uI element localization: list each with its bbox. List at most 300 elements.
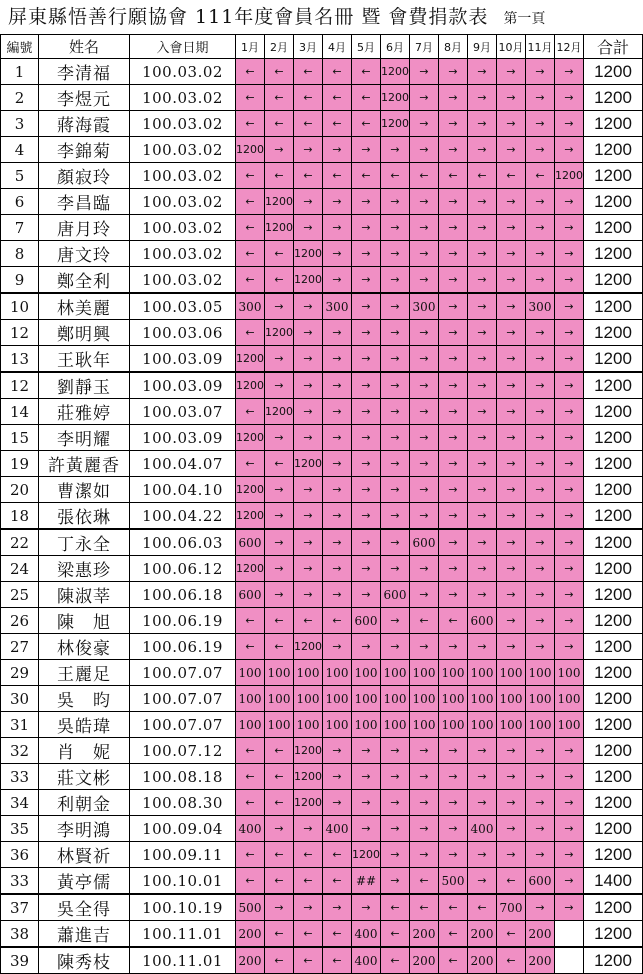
month-cell: →: [497, 293, 526, 320]
month-cell: →: [381, 556, 410, 582]
month-cell: →: [323, 399, 352, 425]
month-cell: ←: [294, 842, 323, 868]
month-cell: ←: [294, 163, 323, 189]
month-cell: →: [323, 477, 352, 503]
month-cell: →: [352, 346, 381, 373]
month-cell: →: [468, 425, 497, 451]
member-number: 3: [1, 111, 39, 137]
month-cell: →: [497, 842, 526, 868]
table-row: [1, 894, 643, 921]
month-cell: 100: [410, 660, 439, 686]
month-cell: →: [294, 894, 323, 921]
member-name: 莊雅婷: [39, 399, 130, 425]
month-cell: →: [352, 738, 381, 764]
month-cell: →: [323, 372, 352, 399]
month-cell: →: [555, 320, 584, 346]
month-cell: →: [381, 241, 410, 267]
month-cell: →: [526, 85, 555, 111]
month-cell: 1200: [236, 477, 265, 503]
table-row: [1, 163, 643, 189]
month-cell: →: [497, 346, 526, 373]
month-cell: →: [410, 241, 439, 267]
month-cell: →: [468, 477, 497, 503]
month-cell: →: [468, 346, 497, 373]
row-total: 1200: [584, 816, 643, 842]
month-cell: →: [352, 293, 381, 320]
month-cell: →: [497, 425, 526, 451]
member-number: 5: [1, 163, 39, 189]
month-cell: →: [410, 320, 439, 346]
member-name: 李煜元: [39, 85, 130, 111]
month-cell: →: [323, 790, 352, 816]
member-number: 27: [1, 634, 39, 660]
table-row: [1, 503, 643, 530]
month-cell: ←: [294, 85, 323, 111]
table-row: [1, 111, 643, 137]
month-cell: →: [555, 399, 584, 425]
month-cell: →: [468, 215, 497, 241]
join-date: 100.03.07: [130, 399, 236, 425]
member-name: 張依琳: [39, 503, 130, 530]
month-cell: →: [526, 764, 555, 790]
month-cell: →: [555, 764, 584, 790]
table-row: [1, 529, 643, 556]
month-cell: →: [352, 399, 381, 425]
month-cell: →: [352, 451, 381, 477]
header-row: [1, 35, 643, 59]
month-cell: ←: [410, 608, 439, 634]
month-cell: ←: [294, 868, 323, 895]
month-cell: →: [555, 738, 584, 764]
table-row: [1, 816, 643, 842]
month-cell: →: [468, 111, 497, 137]
table-row: [1, 372, 643, 399]
header-month: 1月: [236, 35, 265, 59]
month-cell: →: [294, 293, 323, 320]
table-row: [1, 241, 643, 267]
join-date: 100.07.12: [130, 738, 236, 764]
month-cell: →: [323, 634, 352, 660]
month-cell: 100: [439, 712, 468, 738]
month-cell: ←: [323, 947, 352, 974]
month-cell: 1200: [381, 85, 410, 111]
month-cell: →: [555, 556, 584, 582]
month-cell: ←: [265, 608, 294, 634]
month-cell: 100: [497, 712, 526, 738]
month-cell: ←: [352, 59, 381, 85]
month-cell: 600: [236, 529, 265, 556]
member-number: 12: [1, 320, 39, 346]
month-cell: →: [439, 399, 468, 425]
member-fee-table: [0, 34, 643, 974]
join-date: 100.04.22: [130, 503, 236, 530]
month-cell: →: [468, 399, 497, 425]
month-cell: →: [381, 451, 410, 477]
page-number-label: 第一頁: [503, 11, 546, 27]
member-name: 唐月玲: [39, 215, 130, 241]
month-cell: ←: [381, 163, 410, 189]
month-cell: →: [497, 399, 526, 425]
month-cell: →: [381, 738, 410, 764]
month-cell: →: [439, 790, 468, 816]
join-date: 100.03.06: [130, 320, 236, 346]
header-month: 5月: [352, 35, 381, 59]
month-cell: 100: [294, 686, 323, 712]
month-cell: →: [468, 241, 497, 267]
table-row: [1, 608, 643, 634]
month-cell: 100: [265, 686, 294, 712]
month-cell: 600: [381, 582, 410, 608]
row-total: 1200: [584, 842, 643, 868]
month-cell: 1200: [294, 790, 323, 816]
month-cell: 600: [526, 868, 555, 895]
month-cell: →: [526, 634, 555, 660]
month-cell: ←: [526, 163, 555, 189]
month-cell: →: [439, 529, 468, 556]
month-cell: 100: [526, 686, 555, 712]
month-cell: →: [497, 556, 526, 582]
month-cell: →: [323, 346, 352, 373]
join-date: 100.10.01: [130, 868, 236, 895]
document-title: 屏東縣悟善行願協會 111年度會員名冊 暨 會費捐款表: [8, 6, 489, 28]
month-cell: →: [381, 842, 410, 868]
join-date: 100.03.09: [130, 372, 236, 399]
member-number: 9: [1, 267, 39, 294]
month-cell: 100: [410, 712, 439, 738]
month-cell: 1200: [294, 241, 323, 267]
member-number: 25: [1, 582, 39, 608]
row-total: 1200: [584, 293, 643, 320]
month-cell: ←: [352, 111, 381, 137]
month-cell: →: [381, 503, 410, 530]
month-cell: ←: [236, 738, 265, 764]
row-total: 1200: [584, 346, 643, 373]
month-cell: 100: [236, 660, 265, 686]
header-month: 4月: [323, 35, 352, 59]
month-cell: ←: [236, 868, 265, 895]
month-cell: →: [294, 816, 323, 842]
member-number: 29: [1, 660, 39, 686]
month-cell: →: [555, 267, 584, 294]
member-name: 唐文玲: [39, 241, 130, 267]
month-cell: →: [381, 790, 410, 816]
month-cell: →: [526, 320, 555, 346]
month-cell: →: [381, 608, 410, 634]
month-cell: →: [497, 241, 526, 267]
month-cell: →: [265, 293, 294, 320]
month-cell: →: [526, 137, 555, 163]
month-cell: →: [526, 529, 555, 556]
join-date: 100.11.01: [130, 921, 236, 948]
month-cell: →: [468, 842, 497, 868]
join-date: 100.03.02: [130, 111, 236, 137]
member-name: 李清福: [39, 59, 130, 85]
row-total: 1200: [584, 477, 643, 503]
table-row: [1, 189, 643, 215]
member-number: 36: [1, 842, 39, 868]
member-number: 13: [1, 346, 39, 373]
month-cell: →: [526, 425, 555, 451]
month-cell: 700: [497, 894, 526, 921]
month-cell: →: [410, 451, 439, 477]
month-cell: →: [381, 293, 410, 320]
table-row: [1, 921, 643, 948]
month-cell: ←: [323, 163, 352, 189]
month-cell: ←: [236, 111, 265, 137]
month-cell: 100: [468, 712, 497, 738]
month-cell: →: [555, 346, 584, 373]
month-cell: ←: [265, 842, 294, 868]
month-cell: →: [497, 372, 526, 399]
month-cell: ←: [236, 399, 265, 425]
month-cell: →: [555, 816, 584, 842]
month-cell: ←: [236, 241, 265, 267]
header-month: 11月: [526, 35, 555, 59]
row-total: 1200: [584, 163, 643, 189]
month-cell: 100: [555, 686, 584, 712]
member-name: 陳 旭: [39, 608, 130, 634]
month-cell: ←: [265, 267, 294, 294]
month-cell: →: [410, 582, 439, 608]
row-total: 1200: [584, 59, 643, 85]
month-cell: →: [381, 816, 410, 842]
month-cell: →: [352, 189, 381, 215]
month-cell: ←: [265, 163, 294, 189]
month-cell: →: [323, 503, 352, 530]
join-date: 100.03.02: [130, 267, 236, 294]
month-cell: 100: [555, 712, 584, 738]
month-cell: 300: [410, 293, 439, 320]
join-date: 100.06.19: [130, 634, 236, 660]
month-cell: →: [410, 503, 439, 530]
month-cell: ←: [323, 921, 352, 948]
row-total: 1200: [584, 712, 643, 738]
member-number: 4: [1, 137, 39, 163]
month-cell: ←: [497, 921, 526, 948]
month-cell: →: [381, 215, 410, 241]
row-total: 1200: [584, 529, 643, 556]
month-cell: ←: [439, 608, 468, 634]
month-cell: ←: [497, 868, 526, 895]
month-cell: →: [352, 556, 381, 582]
month-cell: 1200: [265, 399, 294, 425]
month-cell: →: [497, 451, 526, 477]
month-cell: →: [410, 346, 439, 373]
month-cell: ←: [323, 608, 352, 634]
table-row: [1, 346, 643, 373]
month-cell: →: [265, 346, 294, 373]
month-cell: 100: [468, 660, 497, 686]
month-cell: →: [468, 556, 497, 582]
month-cell: →: [526, 111, 555, 137]
month-cell: 400: [323, 816, 352, 842]
month-cell: →: [468, 85, 497, 111]
month-cell: →: [555, 451, 584, 477]
month-cell: 200: [236, 921, 265, 948]
month-cell: →: [526, 189, 555, 215]
month-cell: →: [439, 189, 468, 215]
month-cell: ←: [294, 111, 323, 137]
month-cell: →: [555, 582, 584, 608]
month-cell: ←: [439, 921, 468, 948]
month-cell: →: [352, 215, 381, 241]
month-cell: →: [526, 372, 555, 399]
member-number: 20: [1, 477, 39, 503]
month-cell: →: [555, 894, 584, 921]
month-cell: 100: [439, 660, 468, 686]
month-cell: 100: [352, 660, 381, 686]
month-cell: →: [352, 582, 381, 608]
join-date: 100.11.01: [130, 947, 236, 974]
table-row: [1, 790, 643, 816]
month-cell: →: [497, 137, 526, 163]
month-cell: →: [468, 372, 497, 399]
month-cell: →: [294, 582, 323, 608]
month-cell: →: [555, 111, 584, 137]
month-cell: ←: [294, 947, 323, 974]
month-cell: →: [439, 816, 468, 842]
month-cell: ←: [265, 634, 294, 660]
month-cell: ←: [236, 59, 265, 85]
month-cell: ←: [236, 764, 265, 790]
month-cell: →: [294, 346, 323, 373]
month-cell: 500: [439, 868, 468, 895]
row-total: 1200: [584, 738, 643, 764]
month-cell: →: [352, 267, 381, 294]
month-cell: 1200: [236, 425, 265, 451]
month-cell: 1200: [265, 189, 294, 215]
row-total: 1200: [584, 556, 643, 582]
member-name: 林俊豪: [39, 634, 130, 660]
month-cell: →: [381, 320, 410, 346]
table-row: [1, 842, 643, 868]
header-month: 10月: [497, 35, 526, 59]
join-date: 100.09.11: [130, 842, 236, 868]
member-name: 陳秀枝: [39, 947, 130, 974]
month-cell: 1200: [265, 215, 294, 241]
month-cell: →: [323, 451, 352, 477]
month-cell: →: [497, 215, 526, 241]
month-cell: →: [265, 556, 294, 582]
month-cell: →: [294, 503, 323, 530]
member-name: 黃亭儒: [39, 868, 130, 895]
join-date: 100.03.02: [130, 215, 236, 241]
member-name: 李昌臨: [39, 189, 130, 215]
month-cell: →: [439, 111, 468, 137]
month-cell: 1200: [236, 346, 265, 373]
month-cell: →: [468, 189, 497, 215]
header-month: 3月: [294, 35, 323, 59]
member-name: 許黃麗香: [39, 451, 130, 477]
month-cell: →: [555, 634, 584, 660]
month-cell: →: [265, 503, 294, 530]
member-name: 王麗足: [39, 660, 130, 686]
month-cell: →: [439, 556, 468, 582]
month-cell: 100: [323, 660, 352, 686]
member-name: 蕭進吉: [39, 921, 130, 948]
month-cell: →: [265, 816, 294, 842]
month-cell: →: [410, 556, 439, 582]
member-number: 38: [1, 921, 39, 948]
member-number: 10: [1, 293, 39, 320]
month-cell: →: [555, 215, 584, 241]
month-cell: →: [468, 529, 497, 556]
month-cell: →: [323, 582, 352, 608]
page-title: [0, 0, 643, 34]
month-cell: →: [555, 842, 584, 868]
month-cell: →: [410, 790, 439, 816]
month-cell: ←: [352, 163, 381, 189]
month-cell: →: [294, 137, 323, 163]
month-cell: →: [526, 477, 555, 503]
month-cell: ←: [323, 842, 352, 868]
member-number: 8: [1, 241, 39, 267]
month-cell: ←: [294, 59, 323, 85]
month-cell: 100: [439, 686, 468, 712]
month-cell: 400: [352, 921, 381, 948]
row-total: 1200: [584, 215, 643, 241]
join-date: 100.03.02: [130, 137, 236, 163]
month-cell: →: [381, 137, 410, 163]
month-cell: →: [352, 320, 381, 346]
member-number: 14: [1, 399, 39, 425]
month-cell: 200: [526, 947, 555, 974]
month-cell: →: [468, 267, 497, 294]
month-cell: →: [497, 320, 526, 346]
header-month: 2月: [265, 35, 294, 59]
month-cell: →: [526, 399, 555, 425]
member-name: 劉靜玉: [39, 372, 130, 399]
join-date: 100.03.05: [130, 293, 236, 320]
member-name: 吳皓瑋: [39, 712, 130, 738]
month-cell: →: [352, 425, 381, 451]
month-cell: 300: [323, 293, 352, 320]
member-number: 26: [1, 608, 39, 634]
join-date: 100.07.07: [130, 712, 236, 738]
table-row: [1, 764, 643, 790]
month-cell: →: [497, 816, 526, 842]
month-cell: →: [294, 529, 323, 556]
month-cell: →: [352, 529, 381, 556]
month-cell: ←: [236, 215, 265, 241]
month-cell: ←: [410, 894, 439, 921]
table-row: [1, 85, 643, 111]
member-number: 15: [1, 425, 39, 451]
month-cell: ←: [294, 608, 323, 634]
table-row: [1, 399, 643, 425]
month-cell: →: [526, 816, 555, 842]
month-cell: 100: [555, 660, 584, 686]
month-cell: ←: [236, 163, 265, 189]
month-cell: →: [468, 503, 497, 530]
month-cell: →: [497, 634, 526, 660]
month-cell: →: [410, 85, 439, 111]
month-cell: →: [526, 59, 555, 85]
row-total: 1200: [584, 947, 643, 974]
member-number: 18: [1, 503, 39, 530]
month-cell: →: [468, 293, 497, 320]
month-cell: ←: [439, 894, 468, 921]
month-cell: 400: [468, 816, 497, 842]
row-total: 1200: [584, 503, 643, 530]
month-cell: →: [439, 738, 468, 764]
member-number: 30: [1, 686, 39, 712]
table-row: [1, 137, 643, 163]
month-cell: →: [497, 790, 526, 816]
join-date: 100.09.04: [130, 816, 236, 842]
month-cell: ←: [497, 163, 526, 189]
month-cell: →: [352, 503, 381, 530]
